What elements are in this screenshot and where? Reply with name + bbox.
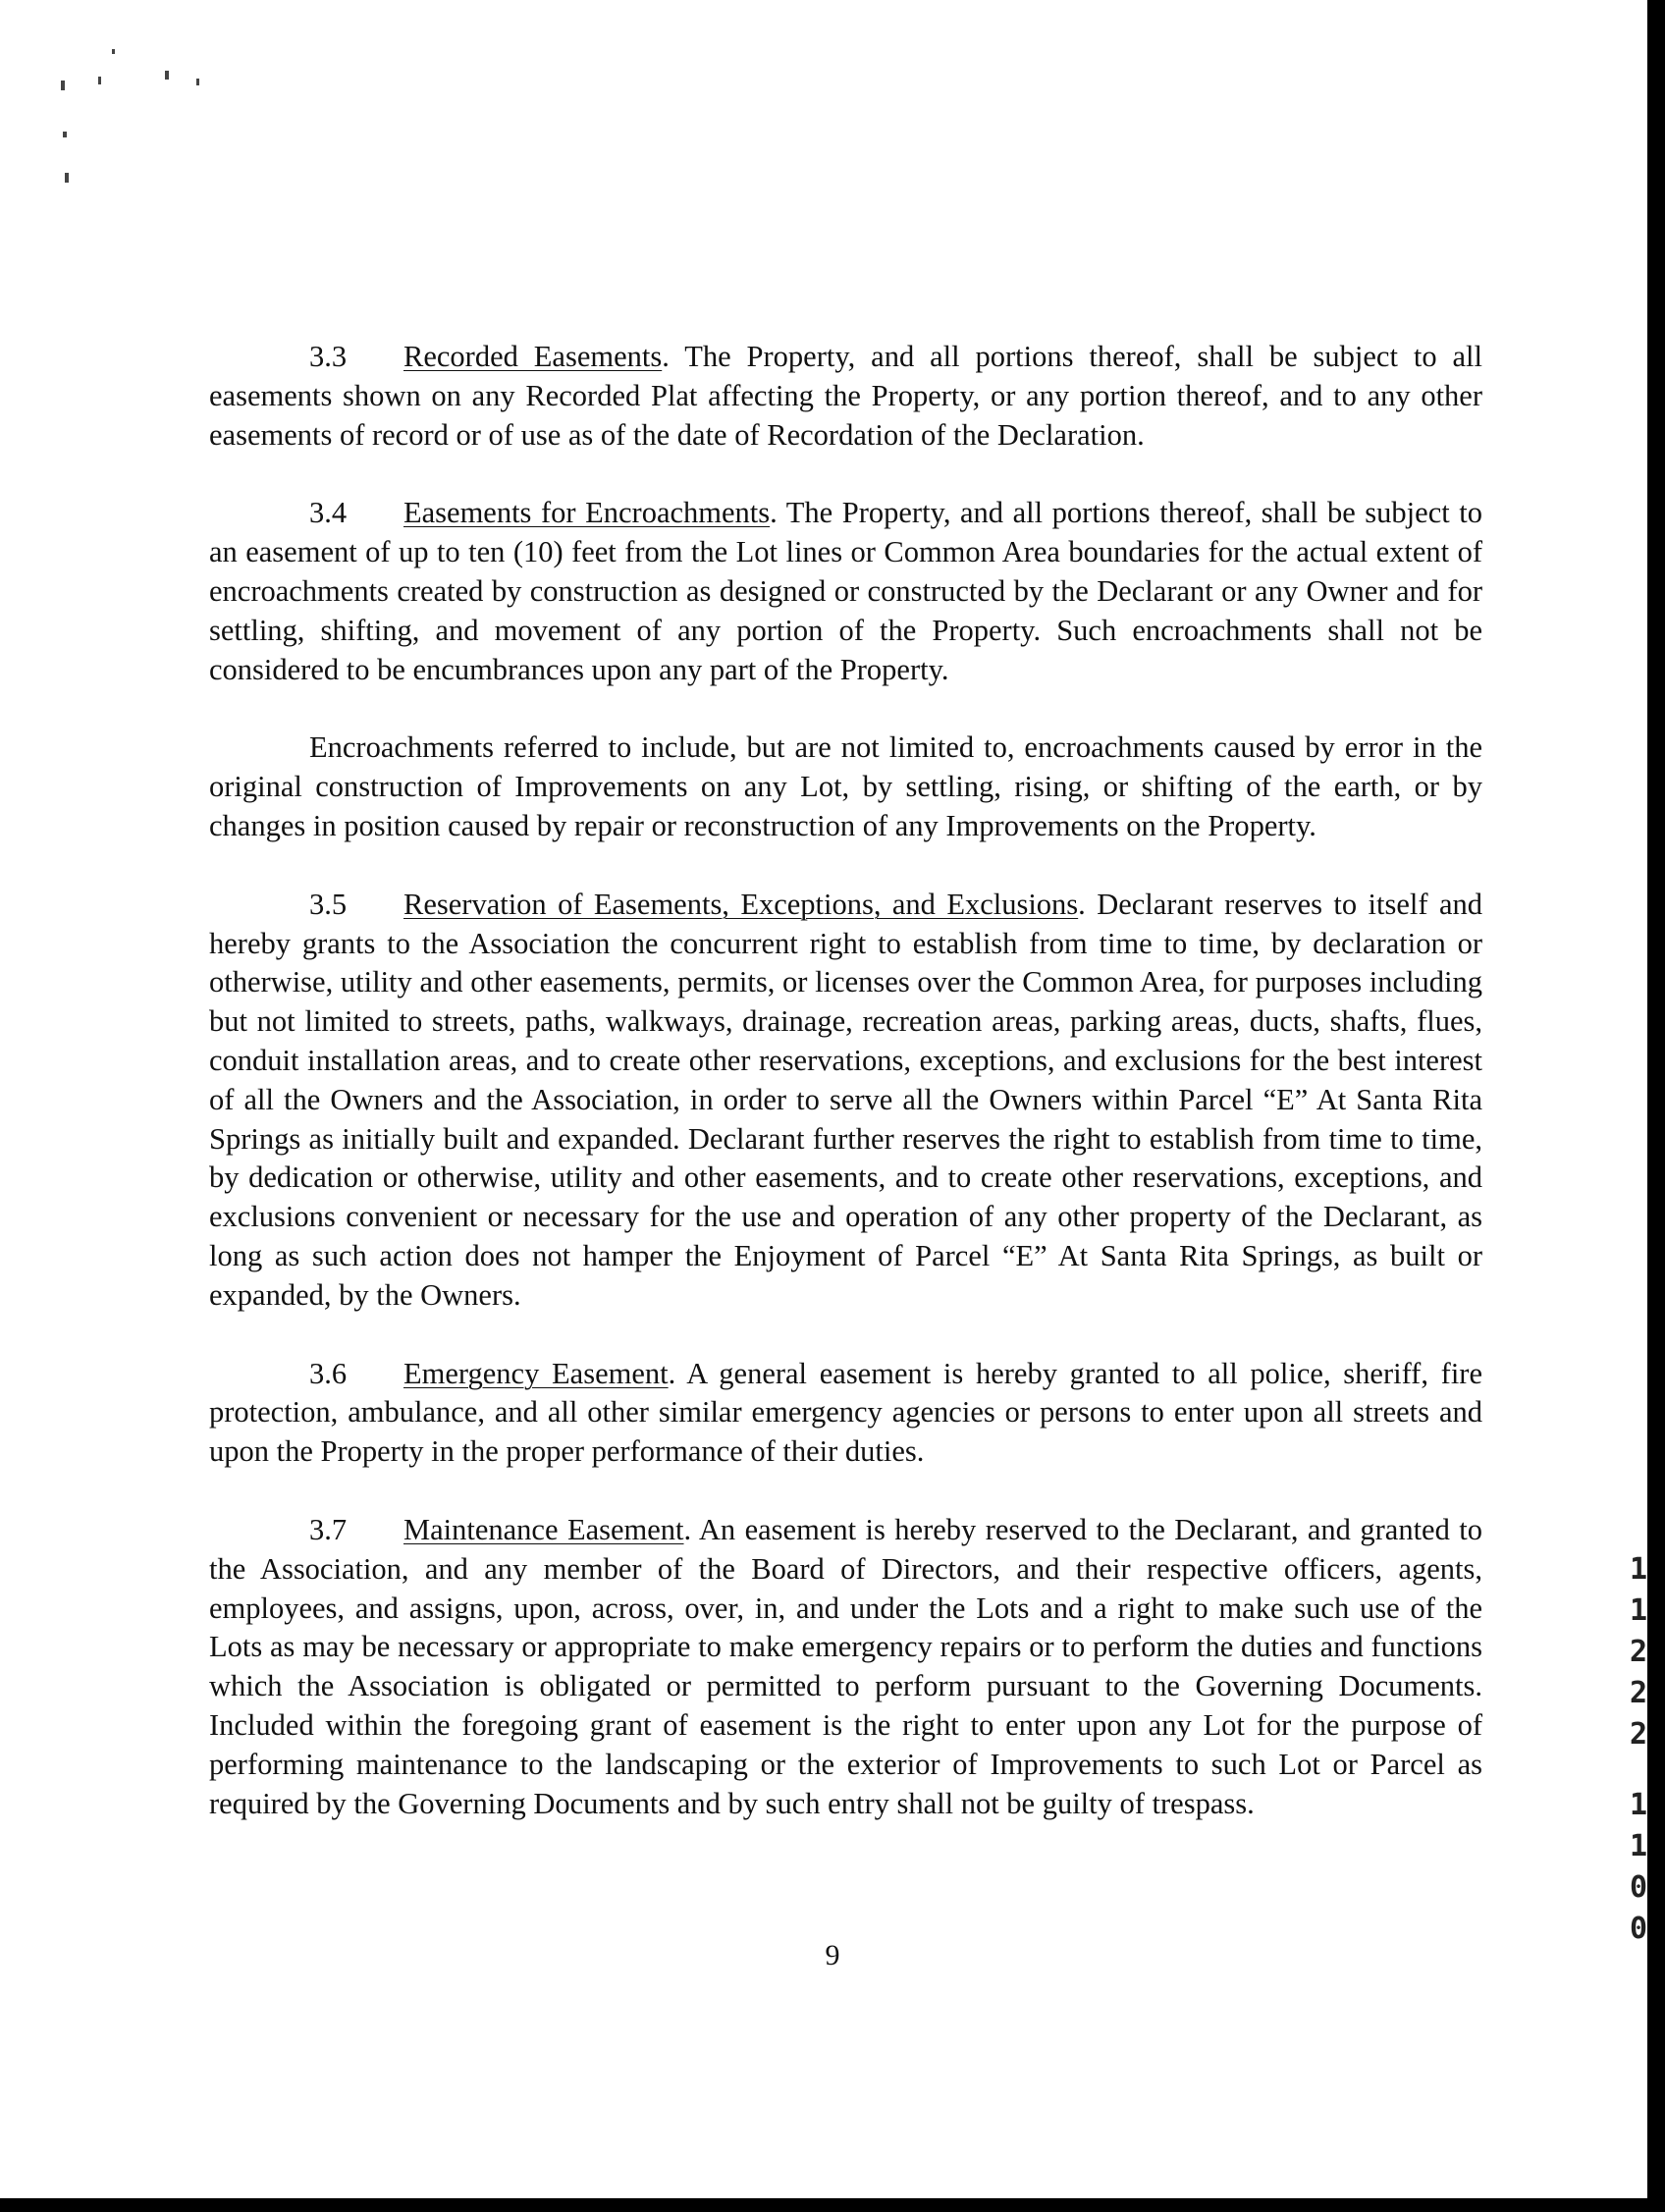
section-heading: Easements for Encroachments (403, 496, 771, 530)
stamp-digit: 2 (1629, 1717, 1648, 1752)
scan-speck (196, 79, 199, 85)
stamp-digit: 2 (1629, 1635, 1648, 1669)
scan-speck (65, 173, 69, 183)
section-3-5 (209, 886, 1482, 1316)
section-number: 3.6 (309, 1356, 348, 1390)
section-text: . The Property, and all portions thereof, shall be subject to all easements shown on any Recorded Plat affecting the Property, or any portion thereof, and to any other easements of record or of use as of the date of Recordation of the Declaration. (209, 340, 1482, 452)
stamp-digit: 1 (1629, 1593, 1648, 1628)
section-heading: Recorded Easements (403, 340, 663, 373)
scan-border-bottom (0, 2198, 1665, 2212)
paragraph-text: Encroachments referred to include, but are not limited to, encroachments caused by error in the original construction of Improvements on any Lot, by settling, rising, or shifting of the earth, or by changes in position caused by repair or reconstruction of any Improvements on the Property. (209, 730, 1482, 842)
section-heading: Emergency Easement (403, 1356, 669, 1390)
scan-speck (165, 71, 169, 80)
section-3-7 (209, 1511, 1482, 1823)
stamp-digit: 1 (1629, 1829, 1648, 1863)
scan-speck (61, 81, 65, 90)
section-number: 3.3 (309, 340, 348, 373)
section-3-6 (209, 1355, 1482, 1472)
section-text: . Declarant reserves to itself and hereby grants to the Association the concurrent right to establish from time to time, by declaration or otherwise, utility and other easements, permits, or licenses over the Common Area, for purposes including but not limited to streets, paths, walkways, drainage, recreation areas, parking areas, ducts, shafts, flues, conduit installation areas, and to create other reservations, exceptions, and exclusions for the best interest of all the Owners and the Association, in order to serve all the Owners within Parcel “E” At Santa Rita Springs as initially built and expanded. Declarant further reserves the right to establish from time to time, by dedication or otherwise, utility and other easements, and to create other reservations, exceptions, and exclusions convenient or necessary for the use and operation of any other property of the Declarant, as long as such action does not hamper the Enjoyment of Parcel “E” At Santa Rita Springs, as built or expanded, by the Owners. (209, 887, 1482, 1312)
encroachments-paragraph (209, 728, 1482, 845)
section-text: . A general easement is hereby granted to all police, sheriff, fire protection, ambulance, and all other similar emergency agencies or persons to enter upon all streets and upon the Property in the proper performance of their duties. (209, 1356, 1482, 1469)
stamp-digit: 0 (1629, 1912, 1648, 1946)
section-number: 3.5 (309, 887, 348, 921)
section-heading: Maintenance Easement (403, 1512, 684, 1546)
section-text: . An easement is hereby reserved to the Declarant, and granted to the Association, and any member of the Board of Directors, and their respective officers, agents, employees, and assigns, upon, across, over, in, and under the Lots and a right to make such use of the Lots as may be necessary or appropriate to make emergency repairs or to perform the duties and functions which the Association is obligated or permitted to perform pursuant to the Governing Documents. Included within the foregoing grant of easement is the right to enter upon any Lot for the purpose of performing maintenance to the landscaping or the exterior of Improvements to such Lot or Parcel as required by the Governing Documents and by such entry shall not be guilty of trespass. (209, 1512, 1482, 1820)
section-heading: Reservation of Easements, Exceptions, and Exclusions (403, 887, 1079, 921)
document-body (209, 338, 1482, 1862)
page-number: 9 (825, 1939, 840, 1971)
stamp-digit: 0 (1629, 1870, 1648, 1905)
section-text: . The Property, and all portions thereof, shall be subject to an easement of up to ten (10) feet from the Lot lines or Common Area boundaries for the actual extent of encroachments created by construction as designed or constructed by the Declarant or any Owner and for settling, shifting, and movement of any portion of the Property. Such encroachments shall not be considered to be encumbrances upon any part of the Property. (209, 496, 1482, 686)
stamp-digit: 2 (1629, 1676, 1648, 1710)
scan-speck (112, 49, 115, 54)
section-3-3 (209, 338, 1482, 455)
section-number: 3.7 (309, 1512, 348, 1546)
stamp-digit: 1 (1629, 1552, 1648, 1587)
scan-speck (63, 132, 67, 137)
scan-border-right (1647, 0, 1665, 2212)
section-3-4 (209, 494, 1482, 689)
section-number: 3.4 (309, 496, 348, 530)
stamp-digit: 1 (1629, 1788, 1648, 1822)
scan-speck (98, 77, 101, 84)
